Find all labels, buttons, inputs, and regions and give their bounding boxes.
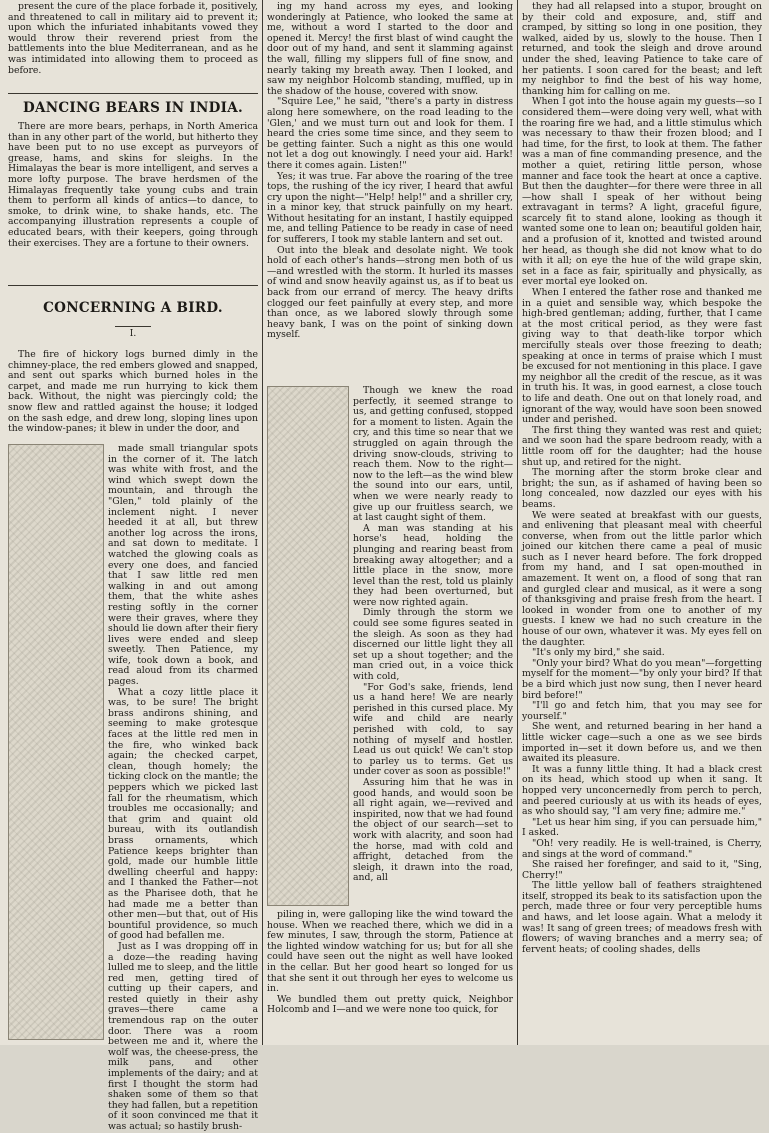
paragraph: made small triangular spots in the corner of it. The latch was white with frost, and the wind which swept down the mountain, and through the "Glen," told plainly of the inclement night. I never heeded it at all, but threw another log across the irons, and sat down to meditate. I watched the glowing coals as every one does, and fancied that I saw little red men walking in and out among them, that the white ashes resting softly in the corner were their graves, where they should lie down after their fiery lives were ended and sleep sweetly. Then Patience, my wife, took down a book, and read aloud from its charmed pages. — [108, 443, 258, 688]
paragraph: Assuring him that he was in good hands, and would soon be all right again, we—revived and inspirited, now that we had found the object of our search—set to work with alacrity, and soon had the horse, mad with cold and affright, detached from the sleigh, it drawn into the road, and, all — [353, 776, 513, 884]
paragraph: When I entered the father rose and thanked me in a quiet and sensible way, which bespoke the high-bred gentleman; adding, further, that I came at the most critical period, as they were fast giving way to that death-like torpor which mercifully steals over those freezing to death; speaking at once in terms of praise which I must be excused for not mentioning in this place. I gave my neighbor all the credit of the rescue, as it was in truth his. It was, in good earnest, a close touch to life and death. One out on that lonely road, and ignorant of the way, would have soon been snowed under and perished. — [522, 287, 763, 426]
paragraph: "Only your bird? What do you mean"—forgetting myself for the moment—"by only your bird? If that be a bird which just now sung, then I never heard bird before!" — [522, 657, 762, 701]
headline-concerning-a-bird: CONCERNING A BIRD. — [43, 300, 223, 316]
column-3 — [522, 2, 762, 1040]
paragraph: "I'll go and fetch him, that you may see for yourself." — [522, 700, 762, 722]
paragraph: "Squire Lee," he said, "there's a party in distress along here somewhere, on the road leading to the 'Glen,' and we must turn out and look for them. I heard the cries some time since, and they seem to be getting fainter. Such a night as this one would not let a dog out knowingly. I need your aid. Hark! there it comes again. Listen!" — [267, 96, 513, 171]
illustration-dancing-bears — [8, 444, 104, 1040]
divider — [8, 93, 258, 94]
article-bird-heading — [8, 300, 258, 342]
previous-article-ending: present the cure of the place forbade it, positively, and threatened to call in military aid to prevent it; upon which the infuriated inhabitants vowed they would throw their reverend priest from the battlements into the blue Mediterranean, and as he was intimidated into allowing them to proceed as before. — [8, 1, 258, 76]
column-2-middle — [353, 386, 513, 906]
paragraph: they had all relapsed into a stupor, brought on by their cold and exposure, and, stiff and cramped, by sitting so long in one position, they walked, aided by us, slowly to the house. Then I returned, and took the sleigh and drove around under the shed, leaving Patience to take care of her patients. I soon cared for the beast; and left my neighbor to find the best of his way home, thanking him for calling on me. — [522, 1, 762, 97]
paragraph: She raised her forefinger, and said to it, "Sing, Cherry!" — [522, 859, 762, 881]
illustration-bird-story — [267, 386, 349, 906]
chapter-number: I. — [129, 329, 137, 339]
paragraph: We were seated at breakfast with our guests, and enlivening that pleasant meal with cheerful converse, when from out the little parlor which joined our kitchen there came a peal of music such as I never heard before. The fork dropped from my hand, and I sat open-mouthed in amazement. It went on, a flood of song that ran and gurgled clear and musical, as it were a song of thanksgiving and praise fresh from the heart. I looked in wonder from one to another of my guests. I knew we had no such creature in the house of our own, whatever it was. My eyes fell on the daughter. — [522, 509, 762, 648]
paragraph: The first thing they wanted was rest and quiet; and we soon had the spare bedroom ready, with a little room off for the daughter; had the house shut up, and retired for the night. — [522, 424, 762, 468]
paragraph: "It's only my bird," she said. — [532, 647, 665, 659]
paragraph: Out into the bleak and desolate night. We took hold of each other's hands—strong men both of us—and wrestled with the storm. It hurled its masses of wind and snow heavily against us, as if to beat us back from our errand of mercy. The heavy drifts clogged our feet painfully at every step, and more than once, as we labored slowly through some heavy bank, I was on the point of sinking down myself. — [267, 244, 513, 341]
paragraph: It was a funny little thing. It had a black crest on its head, which stood up when it sang. It hopped very unconcernedly from perch to perch, and peered curiously at us with its heads of eyes, as who should say, "I am very fine; admire me." — [522, 763, 762, 818]
paragraph: We bundled them out pretty quick, Neighbor Holcomb and I—and we were none too quick, for — [267, 993, 513, 1016]
paragraph: What a cozy little place it was, to be sure! The bright brass andirons shining, and seeming to make grotesque faces at the little red men in the fire, who winked back again; the checked carpet, clean, though homely; the ticking clock on the mantle; the peppers which we picked last fall for the rheumatism, which troubles me occasionally; and that grim and quaint old bureau, with its outlandish brass ornaments, which Patience keeps brighter than gold, made our humble little dwelling cheerful and happy: and I thanked the Father—not as the Pharisee doth, that he had made me a better than other men—but that, out of His bountiful providence, so much of good had befallen me. — [108, 686, 258, 942]
body-dancing-bears: There are more bears, perhaps, in North America than in any other part of the world, but hitherto they have been put to no use except as purveyors of grease, hams, and skins for sleighs. In the Himalayas the bear is more intelligent, and serves a more lofty purpose. The brave herdsmen of the Himalayas frequently take young cubs and train them to perform all kinds of antics—to dance, to smoke, to drink wine, to shake hands, etc. The accompanying illustration represents a couple of educated bears, with their keepers, going through their exercises. They are a fortune to their owners. — [8, 121, 258, 249]
paragraph: "Let us hear him sing, if you can persuade him," I asked. — [522, 816, 762, 839]
paragraph: piling in, were galloping like the wind toward the house. When we reached there, which we did in a few minutes, I saw, through the storm, Patience at the lighted window watching for us; but for all she could have seen out the night as well have looked in the cellar. But her good heart so longed for us that she sent it out through her eyes to welcome us in. — [267, 909, 513, 995]
divider — [115, 326, 151, 327]
paragraph: "Oh! very readily. He is well-trained, is Cherry, and sings at the word of command." — [522, 837, 762, 860]
divider — [8, 285, 258, 286]
paragraph: Dimly through the storm we could see some figures seated in the sleigh. As soon as they had discerned our little light they all set up a shout together; and the man cried out, in a voice thick with cold, — [353, 607, 513, 683]
column-2-bottom — [267, 910, 513, 1040]
article-bird-opening — [8, 350, 258, 440]
paragraph: She went, and returned bearing in her hand a little wicker cage—such a one as we see birds imported in—set it down before us, and we then awaited its pleasure. — [522, 721, 762, 765]
column-1-top — [8, 2, 258, 90]
headline-dancing-bears: DANCING BEARS IN INDIA. — [22, 100, 244, 116]
paragraph: Yes; it was true. Far above the roaring of the tree tops, the rushing of the icy river, I heard that awful cry upon the night—"Help! help!" and a shriller cry, in a minor key, that struck painfully on my heart. Without hesitating for an instant, I hastily equipped me, and telling Patience to be ready in case of need for sufferers, I took my stable lantern and set out. — [267, 170, 513, 246]
paragraph: ing my hand across my eyes, and looking wonderingly at Patience, who looked the same at me, without a word I started to the door and opened it. Mercy! the first blast of wind caught the door out of my hand, and sent it slamming against the wall, filling my slippers full of fine snow, and nearly taking my breath away. Then I looked, and saw my neighbor Holcomb standing, muffled, up in the shadow of the house, covered with snow. — [267, 1, 513, 97]
paragraph: The morning after the storm broke clear and bright; the sun, as if ashamed of having been so long concealed, now dazzled our eyes with his beams. — [522, 467, 762, 510]
paragraph: Just as I was dropping off in a doze—the reading having lulled me to sleep, and the little red men, getting tired of cutting up their capers, and rested quietly in their ashy graves—there came a tremendous rap on the outer door. There was a room between me and it, where the wolf was, the cheese-press, the milk pans, and other implements of the dairy; and at first I thought the storm had shaken some of them so that they had fallen, but a repetition of it soon convinced me that it was actual; so hastily brush- — [108, 940, 258, 1132]
column-rule — [262, 0, 263, 1045]
paragraph: The little yellow ball of feathers straightened itself, stropped its beak to its satisfaction upon the perch, made three or four very perceptible hums and haws, and let loose again. What a melody it was! It sang of green trees; of meadows fresh with flowers; of waving branches and a merry sea; of fervent heats; of cooling shades, dells — [522, 880, 762, 955]
body-opening-paragraph: The fire of hickory logs burned dimly in the chimney-place, the red embers glowed and snapped, and sent out sparks which burned holes in the carpet, and made me run hurrying to kick them back. Without, the night was piercingly cold; the snow flew and rattled against the house; it lodged on the sash edge, and drew long, sloping lines upon the window-panes; it blew in under the door, and — [8, 349, 258, 435]
paragraph: When I got into the house again my guests—so I considered them—were doing very well, what with the roaring fire we had, and a little stimulus which was necessary to thaw their frozen blood; and I had time, for the first, to look at them. The father was a man of fine commanding presence, and the mother a quiet, retiring little person, whose manner and face took the heart at once a captive. But then the daughter—for there were three in all—how shall I speak of her without being extravagant in terms? A light, graceful figure, scarcely fit to stand alone, looking as though it wanted some one to lean on; beautiful golden hair, and a profusion of it, knotted and twisted around her head, as though she did not know what to do with it all; on eye the hue of the wild grape skin, set in a face as fair, spiritually and physically, as ever mortal eye looked on. — [522, 96, 762, 288]
column-2-top — [267, 2, 513, 382]
paragraph: Though we knew the road perfectly, it seemed strange to us, and getting confused, stopped for a moment to listen. Again the cry, and this time so near that we struggled on again through the driving snow-clouds, striving to reach them. Now to the right—now to the left—as the wind blew the sound into our ears, until, when we were nearly ready to give up our fruitless search, we at last caught sight of them. — [353, 385, 513, 524]
column-rule — [517, 0, 518, 1045]
paragraph: A man was standing at his horse's head, holding the plunging and rearing beast from breaking away altogether; and a little place in the snow, more level than the rest, told us plainly they had been overturned, but were now righted again. — [353, 522, 513, 608]
article-dancing-bears — [8, 100, 258, 280]
column-1-bottom — [108, 443, 258, 1132]
paragraph: "For God's sake, friends, lend us a hand here! We are nearly perished in this cursed place. My wife and child are nearly perished with cold, to say nothing of myself and hostler. Lead us out quick! We can't stop to parley us to terms. Get us under cover as soon as possible!" — [353, 681, 513, 778]
